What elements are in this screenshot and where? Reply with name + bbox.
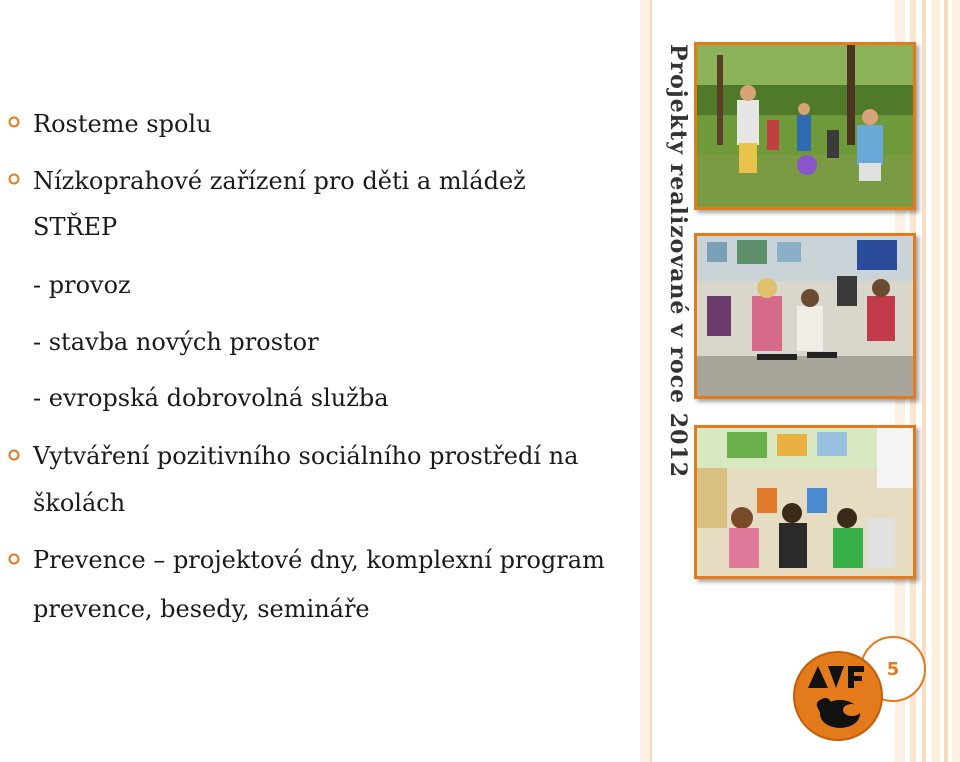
photo-classroom-kids xyxy=(694,425,916,579)
text-line: prevence, besedy, semináře xyxy=(33,595,370,623)
text-line: STŘEP xyxy=(33,213,118,241)
text-line: Rosteme spolu xyxy=(33,110,212,138)
text-line: - evropská dobrovolná služba xyxy=(33,384,389,412)
vertical-section-title: Projekty realizované v roce 2012 xyxy=(665,44,691,479)
bullet-icon xyxy=(8,173,20,185)
text-line: - provoz xyxy=(33,271,131,299)
bullet-icon xyxy=(8,449,20,461)
text-line: Nízkoprahové zařízení pro děti a mládež xyxy=(33,167,526,195)
text-line: Vytváření pozitivního sociálního prostředí na xyxy=(33,442,579,470)
text-line: Prevence – projektové dny, komplexní program xyxy=(33,546,605,574)
text-line: - stavba nových prostor xyxy=(33,328,319,356)
photo-outdoor-kids xyxy=(694,42,916,210)
ave-logo-icon xyxy=(790,648,886,744)
bullet-icon xyxy=(8,553,20,565)
bullet-icon xyxy=(8,116,20,128)
photo-seminar-room xyxy=(694,233,916,399)
page-number: 5 xyxy=(860,636,926,702)
text-line: školách xyxy=(33,489,126,517)
